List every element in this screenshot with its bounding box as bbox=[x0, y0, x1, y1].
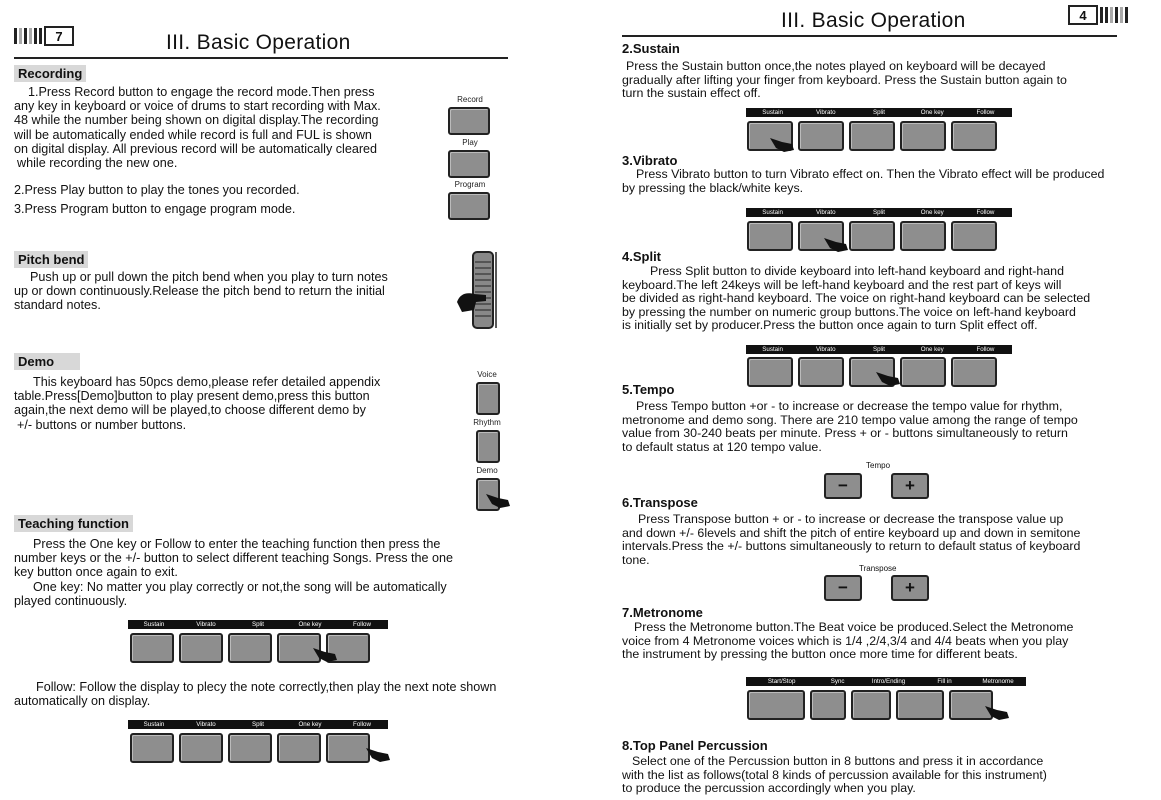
tempo-label: Tempo bbox=[866, 461, 891, 470]
vibrato-panel bbox=[747, 221, 997, 251]
vibrato-button[interactable] bbox=[179, 733, 223, 763]
record-label: Record bbox=[457, 95, 483, 104]
teaching-panel-bar-follow: Sustain Vibrato Split One key Follow bbox=[128, 720, 388, 729]
page-number: 7 bbox=[44, 26, 74, 46]
pressing-hand-icon bbox=[366, 746, 390, 762]
vibrato-button[interactable] bbox=[798, 121, 844, 151]
metronome-paragraph: Press the Metronome button.The Beat voice be produced.Select the Metronome voice from 4 Metronome voices which is 1/4 ,2/4,3/4 and 4/4 beats when you play the instrument by pressing the button once more time for different beats. bbox=[622, 620, 1074, 662]
follow-button[interactable] bbox=[951, 221, 997, 251]
sync-button[interactable] bbox=[810, 690, 846, 720]
split-button[interactable] bbox=[228, 733, 272, 763]
transpose-minus-button[interactable]: − bbox=[824, 575, 862, 601]
sustain-button[interactable] bbox=[130, 733, 174, 763]
sustain-button[interactable] bbox=[130, 633, 174, 663]
sustain-button[interactable] bbox=[747, 357, 793, 387]
split-paragraph: Press Split button to divide keyboard into left-hand keyboard and right-hand keyboard.The left 24keys will be left-hand keyboard and the rest part of keys will be divided as right-hand keyboard. The voice on right-hand keyboard can be selected by pressing the number on numeric group buttons.The voice on left-hand keyboard is initially set by producer.Press the button once again to turn Split effect off. bbox=[622, 264, 1091, 333]
teaching-paragraph: Press the One key or Follow to enter the teaching function then press the number keys or the +/- button to select different teaching Songs. Press the one key button once again to exit. One key: No matter you play correctly or not,the song will be automatically played continuously. bbox=[14, 537, 454, 608]
one-key-button[interactable] bbox=[900, 121, 946, 151]
page-number-badge-left bbox=[14, 27, 76, 45]
tempo-plus-button[interactable]: + bbox=[891, 473, 929, 499]
section-label-pitch-bend: Pitch bend bbox=[14, 251, 88, 268]
start-stop-button[interactable] bbox=[747, 690, 805, 720]
vibrato-paragraph: Press Vibrato button to turn Vibrato effect on. Then the Vibrato effect will be produced by pressing the black/white keys. bbox=[622, 167, 1105, 195]
page-number-badge-right bbox=[1066, 6, 1128, 24]
teaching-panel-bar-onekey: Sustain Vibrato Split One key Follow bbox=[128, 620, 388, 629]
transpose-heading: 6.Transpose bbox=[622, 495, 698, 510]
vibrato-panel-bar: Sustain Vibrato Split One key Follow bbox=[746, 208, 1012, 217]
one-key-button[interactable] bbox=[900, 221, 946, 251]
program-button[interactable] bbox=[448, 192, 490, 220]
pressing-hand-icon bbox=[824, 236, 848, 252]
tempo-heading: 5.Tempo bbox=[622, 382, 675, 397]
pitch-bend-wheel-icon[interactable] bbox=[456, 248, 502, 332]
metronome-panel bbox=[747, 690, 993, 720]
recording-program-line: 3.Press Program button to engage program mode. bbox=[14, 202, 296, 216]
split-button[interactable] bbox=[228, 633, 272, 663]
follow-paragraph: Follow: Follow the display to plecy the note correctly,then play the next note shown automatically on display. bbox=[14, 680, 497, 709]
right-page bbox=[580, 0, 1161, 800]
tempo-paragraph: Press Tempo button +or - to increase or decrease the tempo value for rhythm, metronome and demo song. There are 210 tempo value among the range of tempo value from 30-240 beats per minute. Press + or - buttons simultaneously to return to default status at 120 tempo value. bbox=[622, 399, 1078, 454]
fill-in-button[interactable] bbox=[896, 690, 944, 720]
split-button[interactable] bbox=[849, 121, 895, 151]
pressing-hand-icon bbox=[876, 370, 900, 386]
demo-paragraph: This keyboard has 50pcs demo,please refer detailed appendix table.Press[Demo]button to play present demo,press this button again,the next demo will be played,to choose different demo by +/- buttons or number buttons. bbox=[14, 375, 381, 432]
pressing-hand-icon bbox=[985, 704, 1009, 720]
metronome-heading: 7.Metronome bbox=[622, 605, 703, 620]
recording-play-line: 2.Press Play button to play the tones you recorded. bbox=[14, 183, 300, 197]
split-panel bbox=[747, 357, 997, 387]
one-key-button[interactable] bbox=[900, 357, 946, 387]
page-title: III. Basic Operation bbox=[166, 31, 351, 54]
demo-label: Demo bbox=[476, 466, 498, 475]
section-label-recording: Recording bbox=[14, 65, 86, 82]
follow-button[interactable] bbox=[326, 733, 370, 763]
voice-button[interactable] bbox=[476, 382, 500, 415]
sustain-panel-bar: Sustain Vibrato Split One key Follow bbox=[746, 108, 1012, 117]
voice-label: Voice bbox=[477, 370, 497, 379]
program-label: Program bbox=[454, 180, 486, 189]
follow-button[interactable] bbox=[951, 121, 997, 151]
play-button[interactable] bbox=[448, 150, 490, 178]
title-rule bbox=[622, 35, 1117, 37]
percussion-paragraph: Select one of the Percussion button in 8 buttons and press it in accordance with the list as follows(total 8 kinds of percussion available for this instrument) to produce the percussion accordingly when you play. bbox=[622, 754, 1047, 796]
teaching-panel-follow bbox=[130, 733, 370, 763]
metronome-panel-bar: Start/Stop Sync Intro/Ending Fill in Metronome bbox=[746, 677, 1026, 686]
vibrato-button[interactable] bbox=[798, 357, 844, 387]
page-title: III. Basic Operation bbox=[781, 9, 966, 32]
split-panel-bar: Sustain Vibrato Split One key Follow bbox=[746, 345, 1012, 354]
title-rule bbox=[14, 57, 508, 59]
tempo-minus-button[interactable]: − bbox=[824, 473, 862, 499]
transpose-label: Transpose bbox=[859, 564, 897, 573]
pitch-bend-paragraph: Push up or pull down the pitch bend when you play to turn notes up or down continuously.Release the pitch bend to return the initial standard notes. bbox=[14, 270, 388, 313]
one-key-button[interactable] bbox=[277, 733, 321, 763]
sustain-heading: 2.Sustain bbox=[622, 41, 680, 56]
vibrato-heading: 3.Vibrato bbox=[622, 153, 678, 168]
percussion-heading: 8.Top Panel Percussion bbox=[622, 738, 768, 753]
recording-paragraph: 1.Press Record button to engage the record mode.Then press any key in keyboard or voice of drums to start recording with Max. 48 while the number being shown on digital display.The recording will be automatically ended while record is full and FUL is shown on digital display. All previous record will be automatically cleared while recording the new one. bbox=[14, 85, 381, 171]
rhythm-button[interactable] bbox=[476, 430, 500, 463]
pressing-hand-icon bbox=[770, 136, 794, 152]
pressing-hand-icon bbox=[313, 646, 337, 662]
play-label: Play bbox=[462, 138, 478, 147]
record-button[interactable] bbox=[448, 107, 490, 135]
transpose-plus-button[interactable]: + bbox=[891, 575, 929, 601]
split-button[interactable] bbox=[849, 221, 895, 251]
vibrato-button[interactable] bbox=[179, 633, 223, 663]
follow-button[interactable] bbox=[951, 357, 997, 387]
left-page bbox=[0, 0, 575, 800]
page-number: 4 bbox=[1068, 5, 1098, 25]
split-heading: 4.Split bbox=[622, 249, 662, 264]
sustain-button[interactable] bbox=[747, 221, 793, 251]
pressing-hand-icon bbox=[486, 492, 510, 508]
section-label-demo: Demo bbox=[14, 353, 80, 370]
transpose-paragraph: Press Transpose button + or - to increase or decrease the transpose value up and down +/- 6levels and shift the pitch of entire keyboard up and down in semitone intervals.Press the +/- buttons simultaneously to return to default status of keyboard tone. bbox=[622, 512, 1081, 567]
section-label-teaching: Teaching function bbox=[14, 515, 133, 532]
rhythm-label: Rhythm bbox=[473, 418, 501, 427]
sustain-paragraph: Press the Sustain button once,the notes played on keyboard will be decayed gradually after lifting your finger from keyboard. Press the Sustain button again to turn the sustain effect off. bbox=[622, 59, 1067, 101]
intro-ending-button[interactable] bbox=[851, 690, 891, 720]
